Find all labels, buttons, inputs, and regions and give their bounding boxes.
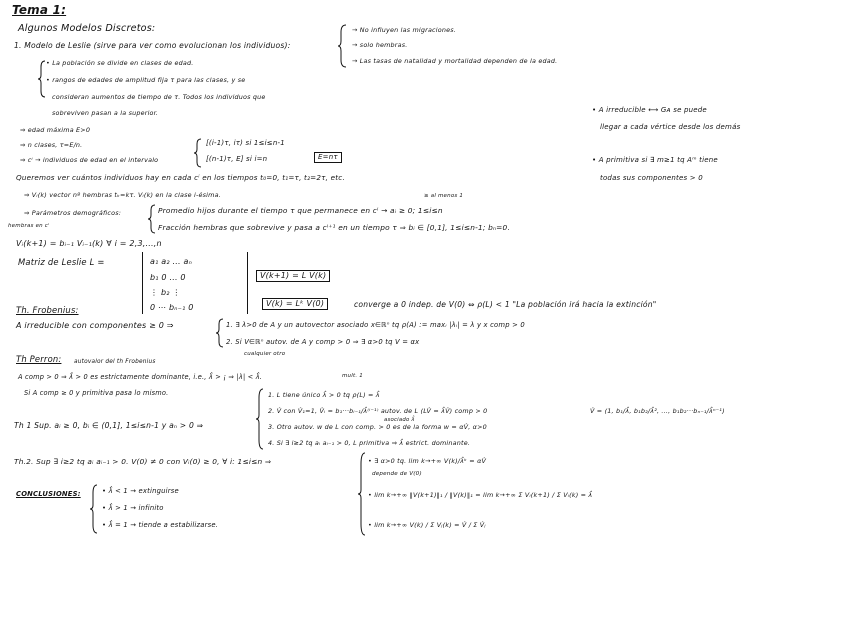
- perron-line-1: A comp > 0 ⇒ λ̂ > 0 es estrictamente dominante, i.e., λ̂ > ¡ ⇒ |λ| < λ̂.: [18, 373, 263, 381]
- frobenius-claim-1: 1. ∃ λ>0 de A y un autovector asociado x∈ℝⁿ tq ρ(A) := maxᵢ |λᵢ| = λ y x comp > 0: [226, 321, 525, 329]
- queremos-line: Queremos ver cuántos individuos hay en cada cⁱ en los tiempos t₀=0, t₁=τ, t₂=2τ, etc.: [16, 173, 345, 182]
- perron-title: Th Perron:: [16, 354, 62, 364]
- irreducible-line-2: llegar a cada vértice desde los demás: [600, 123, 741, 131]
- conclusion-2: • λ̂ > 1 → infinito: [102, 504, 164, 512]
- matrix-row-3: ⋮ b₂ ⋮: [150, 288, 181, 297]
- th2-hypothesis: Th.2. Sup ∃ i≥2 tq aᵢ aᵢ₋₁ > 0. V(0) ≠ 0 con Vᵢ(0) ≥ 0, ∀ i: 1≤i≤n ⇒: [14, 457, 272, 466]
- matrix-row-1: a₁ a₂ ... aₙ: [150, 257, 192, 266]
- th1-item-3: 3. Otro autov. w de L con comp. > 0 es de la forma w = αV̂, α>0: [268, 423, 487, 431]
- vhat-definition: V̂ = (1, b₁/λ̂, b₁b₂/λ̂², ..., b₁b₂···bₙ₋₁/λ̂ⁿ⁻¹): [590, 407, 725, 415]
- interval-1: [(i-1)τ, iτ) si 1≤i≤n-1: [206, 139, 285, 147]
- param-demograficos: ⇒ Parámetros demográficos:: [24, 209, 122, 217]
- frobenius-title: Th. Frobenius:: [16, 305, 79, 315]
- bullet-2: • rangos de edades de amplitud fija τ para las clases, y se: [46, 76, 246, 84]
- bullet-2-cont: consideran aumentos de tiempo de τ. Todos los individuos que: [52, 93, 266, 101]
- th1-item-1: 1. L tiene único λ̂ > 0 tq ρ(L) = λ̂: [268, 391, 380, 399]
- frobenius-claim-2: 2. Si V∈ℝⁿ autov. de A y comp > 0 ⇒ ∃ α>0 tq V = αx: [226, 338, 420, 346]
- matriz-label: Matriz de Leslie L =: [18, 257, 105, 267]
- n-clases: ⇒ n clases, τ=E/n.: [20, 141, 83, 149]
- conclusiones-title: CONCLUSIONES:: [16, 490, 81, 498]
- conclusiones-brace: [90, 484, 98, 534]
- assumption-1: → No influyen las migraciones.: [352, 26, 457, 34]
- assumption-2: → solo hembras.: [352, 41, 408, 49]
- equation-vk: V(k) = Lᵏ V(0): [262, 298, 328, 310]
- converge-line: converge a 0 indep. de V(0) ⇔ ρ(L) < 1 "La población irá hacia la extinción": [354, 300, 657, 309]
- th2-brace: [358, 452, 366, 536]
- mult-note: mult. 1: [342, 373, 363, 379]
- cualquier-note: cualquier otro: [244, 351, 286, 357]
- th2-result-1: • ∃ α>0 tq. lim k→+∞ V(k)/λ̂ᵏ = αV̂: [368, 457, 487, 465]
- fraccion-hembras: Fracción hembras que sobrevive y pasa a cⁱ⁺¹ en un tiempo τ ⇒ bᵢ ∈ [0,1], 1≤i≤n-1; bₙ=0.: [158, 223, 510, 232]
- irreducible-line-1: • A irreducible ⟷ Gᴀ se puede: [592, 106, 707, 114]
- ci-line: ⇒ cⁱ → individuos de edad en el intervalo: [20, 156, 159, 164]
- perron-line-2: Si A comp ≥ 0 y primitiva pasa lo mismo.: [24, 389, 169, 397]
- th2-result-2: • lim k→+∞ ‖V(k+1)‖₁ / ‖V(k)‖₁ = lim k→+∞ Σ Vᵢ(k+1) / Σ Vᵢ(k) = λ̂: [368, 491, 593, 499]
- th1-item-2: 2. V̂ con V̂₁=1, V̂ᵢ = b₁···bᵢ₋₁/λ̂⁽ⁱ⁻¹⁾ autov. de L (LV̂ = λ̂V̂) comp > 0: [268, 407, 488, 415]
- matrix-row-4: 0 ⋯ bₙ₋₁ 0: [150, 303, 194, 312]
- primitiva-line-2: todas sus componentes > 0: [600, 174, 703, 182]
- th1-hypothesis: Th 1 Sup. aᵢ ≥ 0, bᵢ ∈ (0,1], 1≤i≤n-1 y aₙ > 0 ⇒: [14, 421, 204, 430]
- bullet-1: • La población se divide en clases de edad.: [46, 59, 194, 67]
- primitiva-line-1: • A primitiva si ∃ m≥1 tq Aᵐ tiene: [592, 156, 718, 164]
- hembras-note: hembras en cⁱ: [8, 223, 50, 229]
- th1-item-4: 4. Si ∃ i≥2 tq aᵢ aᵢ₋₁ > 0, L primitiva ⇒ λ̂ estrict. dominante.: [268, 439, 471, 447]
- asociado-note: asociado λ̂: [384, 417, 415, 423]
- frobenius-brace: [216, 318, 224, 348]
- al-menos-note: ≥ al menos 1: [424, 193, 464, 199]
- page-title: Tema 1:: [12, 3, 67, 17]
- equation-vk1: V(k+1) = L V(k): [256, 270, 330, 282]
- perron-note: autovalor del th Frobenius: [74, 359, 156, 365]
- bullets-brace: [38, 60, 46, 98]
- vk-line: ⇒ Vᵢ(k) vector nº hembras tₖ=kτ. Vᵢ(k) en la clase i-ésima.: [24, 191, 221, 199]
- frobenius-hypothesis: A irreducible con componentes ≥ 0 ⇒: [16, 321, 174, 330]
- assumptions-brace: [338, 24, 348, 68]
- interval-brace: [194, 138, 202, 168]
- section-heading: Algunos Modelos Discretos:: [18, 23, 156, 34]
- edad-maxima: ⇒ edad máxima E>0: [20, 126, 91, 134]
- th2-depends-note: depende de V(0): [372, 471, 422, 477]
- promedio-hijos: Promedio hijos durante el tiempo τ que permanece en cⁱ → aᵢ ≥ 0; 1≤i≤n: [158, 206, 443, 215]
- interval-2: [(n-1)τ, E] si i=n: [206, 155, 268, 163]
- conclusion-3: • λ̂ = 1 → tiende a estabilizarse.: [102, 521, 219, 529]
- e-equals-box: E=nτ: [314, 152, 342, 163]
- matrix-row-2: b₁ 0 ... 0: [150, 273, 186, 282]
- assumption-3: → Las tasas de natalidad y mortalidad dependen de la edad.: [352, 57, 558, 65]
- leslie-title: 1. Modelo de Leslie (sirve para ver como evolucionan los individuos):: [14, 41, 291, 50]
- th2-result-3: • lim k→+∞ V(k) / Σ Vⱼ(k) = V̂ / Σ V̂ⱼ: [368, 521, 486, 529]
- conclusion-1: • λ̂ < 1 → extinguirse: [102, 487, 179, 495]
- bullet-2-end: sobreviven pasan a la superior.: [52, 109, 159, 117]
- recurrence: Vᵢ(k+1) = bᵢ₋₁ Vᵢ₋₁(k) ∀ i = 2,3,...,n: [16, 239, 162, 248]
- param-brace: [148, 204, 156, 234]
- th1-brace: [256, 388, 264, 450]
